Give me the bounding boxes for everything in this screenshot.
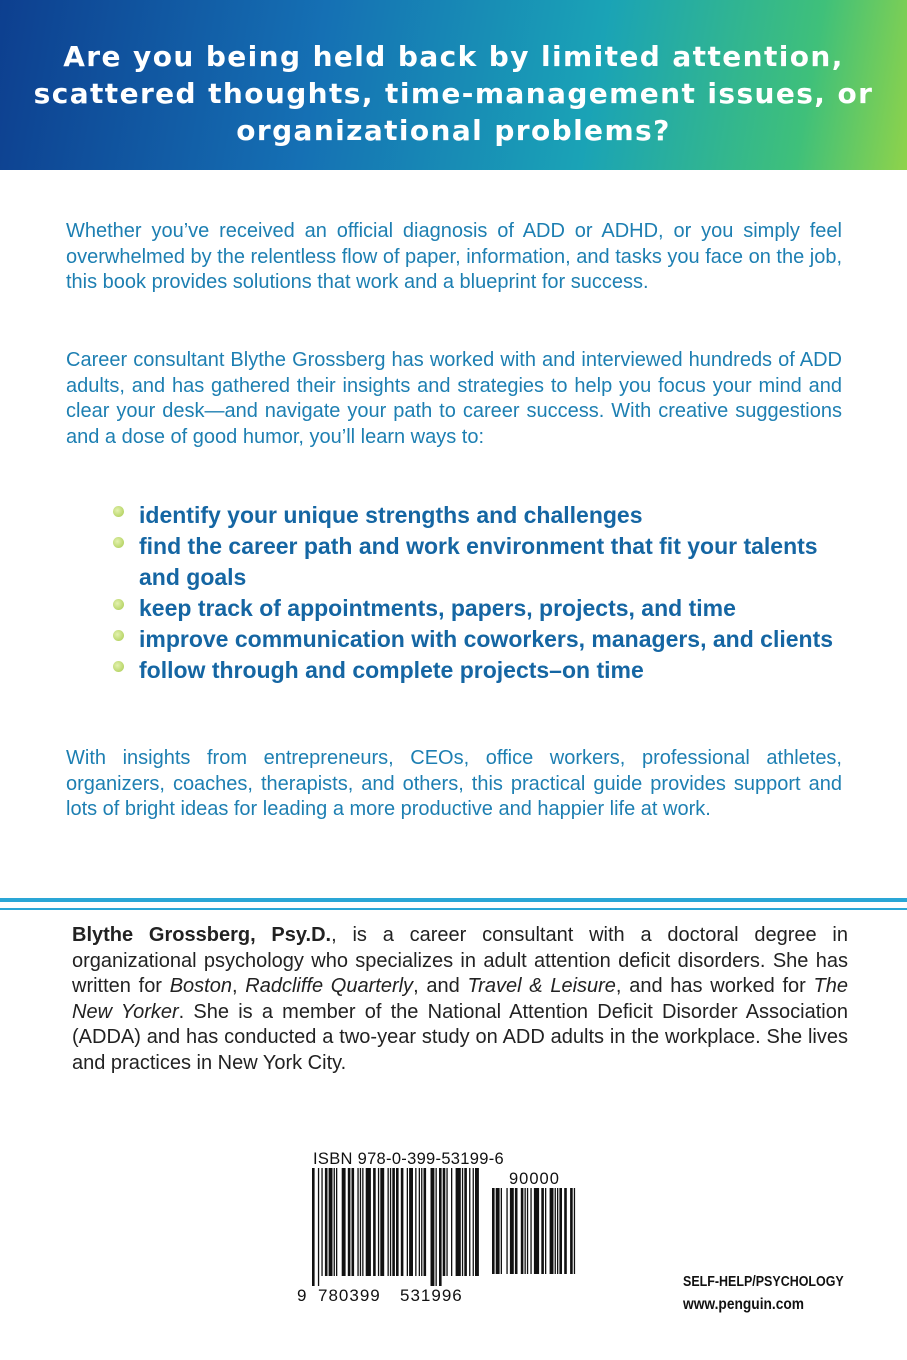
bullet-dot-icon	[113, 630, 124, 641]
barcode-bar	[527, 1188, 528, 1274]
barcode-bar	[318, 1168, 319, 1286]
barcode-bar	[570, 1188, 573, 1274]
barcode-bar	[473, 1168, 474, 1276]
barcode-bar	[424, 1168, 427, 1276]
barcode-bar	[515, 1188, 518, 1274]
barcode-bar	[334, 1168, 335, 1276]
barcode-bar	[545, 1188, 546, 1274]
barcode-digit-first: 9	[297, 1286, 308, 1305]
barcode-bar	[525, 1188, 526, 1274]
benefit-text: find the career path and work environment that fit your talents and goals	[139, 533, 818, 590]
barcode-bar	[373, 1168, 376, 1276]
barcode-bar	[421, 1168, 422, 1276]
barcode-bar	[360, 1168, 361, 1276]
barcode-bar	[443, 1168, 446, 1276]
header-banner	[0, 0, 907, 170]
barcode-bar	[388, 1168, 389, 1276]
isbn-label: ISBN 978-0-399-53199-6	[313, 1150, 504, 1168]
barcode-bar	[446, 1168, 447, 1276]
benefit-text: follow through and complete projects–on time	[139, 657, 644, 683]
publication-boston: Boston	[169, 975, 232, 998]
benefit-item	[110, 531, 850, 593]
intro-paragraph-2: Career consultant Blythe Grossberg has worked with and interviewed hundreds of ADD adults, and has gathered their insights and strategies to help you focus your mind and clear your desk—and navigate your path to career success. With creative suggestions and a dose of good humor, you’ll learn ways to:	[66, 349, 842, 448]
bio-text: , and has worked for	[615, 975, 814, 998]
barcode-bar	[469, 1168, 470, 1276]
barcode-digits-left: 780399	[318, 1286, 381, 1305]
closing-paragraph: With insights from entrepreneurs, CEOs, office workers, professional athletes, organizers, coaches, therapists, and others, this practical guide provides support and lots of bright ideas for leading a more productive and happier life at work.	[66, 747, 842, 821]
barcode-bar	[534, 1188, 539, 1274]
barcode-bar	[510, 1188, 514, 1274]
benefit-item	[110, 655, 850, 686]
barcode-bar	[506, 1188, 507, 1274]
bio-sep: , and	[413, 975, 468, 998]
barcode-bar	[362, 1168, 363, 1276]
bullet-dot-icon	[113, 537, 124, 548]
bullet-dot-icon	[113, 661, 124, 672]
barcode-bar	[352, 1168, 355, 1276]
headline: Are you being held back by limited attention, scattered thoughts, time-management issues, or organizational problems?	[33, 40, 874, 147]
bullet-dot-icon	[113, 506, 124, 517]
bullet-dot-icon	[113, 599, 124, 610]
price-code: 90000	[509, 1170, 560, 1188]
barcode-bar	[329, 1168, 333, 1276]
benefit-item	[110, 624, 850, 655]
barcode-bar	[436, 1168, 437, 1286]
publication-radcliffe: Radcliffe Quarterly	[245, 975, 414, 998]
barcode-bar	[401, 1168, 404, 1276]
publication-new-yorker: The New Yorker	[72, 975, 848, 1023]
barcode-bar	[325, 1168, 328, 1276]
benefit-text: keep track of appointments, papers, projects, and time	[139, 595, 736, 621]
author-name: Blythe Grossberg, Psy.D.	[72, 924, 332, 946]
barcode-bar	[431, 1168, 435, 1286]
category-label: SELF-HELP/PSYCHOLOGY	[683, 1274, 844, 1290]
barcode-digits-right: 531996	[400, 1286, 463, 1305]
divider-rule-thin	[0, 908, 907, 910]
bio-sep: ,	[231, 975, 246, 998]
barcode-bar	[475, 1168, 479, 1276]
barcode-bar	[312, 1168, 315, 1286]
barcode-bar	[557, 1188, 558, 1274]
barcode-bar	[559, 1188, 562, 1274]
barcode-bar	[451, 1168, 452, 1276]
author-bio	[72, 923, 848, 1077]
publication-travel-leisure: Travel & Leisure	[467, 975, 616, 998]
barcode-bar	[492, 1188, 495, 1274]
barcode-bar	[456, 1168, 461, 1276]
benefits-list	[110, 500, 850, 686]
barcode-bar	[396, 1168, 399, 1276]
barcode-bar	[366, 1168, 371, 1276]
barcode-bar	[550, 1188, 554, 1274]
barcode-bar	[321, 1168, 322, 1276]
barcode-bar	[380, 1168, 384, 1276]
benefit-text: improve communication with coworkers, managers, and clients	[139, 626, 834, 652]
publisher-website: www.penguin.com	[683, 1296, 805, 1313]
barcode-bar	[348, 1168, 351, 1276]
divider-rule-thick	[0, 898, 907, 902]
barcode-bar	[415, 1168, 416, 1276]
bio-text: . She is a member of the National Attention Deficit Disorder Association (ADDA) and has conducted a two-year study on ADD adults in the workplace. She lives and practices in New York City.	[72, 1000, 848, 1074]
barcode-bar	[496, 1188, 500, 1274]
barcode-bar	[464, 1168, 467, 1276]
barcode-bar	[462, 1168, 463, 1276]
barcode-bar	[378, 1168, 379, 1276]
barcode-bar	[336, 1168, 337, 1276]
benefit-item	[110, 500, 850, 531]
barcode-bar	[407, 1168, 408, 1276]
barcode-bar	[409, 1168, 413, 1276]
barcode-bar	[574, 1188, 575, 1274]
barcode-bar	[530, 1188, 531, 1274]
barcode-bar	[357, 1168, 358, 1276]
barcode-bar	[555, 1188, 556, 1274]
bio-text: , is a career consultant with a doctoral degree in organizational psychology who specializes in adult attention deficit disorders. She has written for	[72, 924, 848, 998]
barcode-bar	[390, 1168, 391, 1276]
barcode-bar	[342, 1168, 346, 1276]
benefit-item	[110, 593, 850, 624]
intro-paragraph-1: Whether you’ve received an official diagnosis of ADD or ADHD, or you simply feel overwhelmed by the relentless flow of paper, information, and tasks you face on the job, this book provides solutions that work and a blueprint for success.	[66, 220, 842, 294]
barcode-bar	[521, 1188, 524, 1274]
barcode-bar	[564, 1188, 567, 1274]
benefit-text: identify your unique strengths and challenges	[139, 502, 643, 528]
barcode-bar	[392, 1168, 395, 1276]
barcode-bar	[419, 1168, 420, 1276]
barcode-bar	[501, 1188, 502, 1274]
barcode-bar	[541, 1188, 544, 1274]
barcode-bar	[439, 1168, 442, 1286]
